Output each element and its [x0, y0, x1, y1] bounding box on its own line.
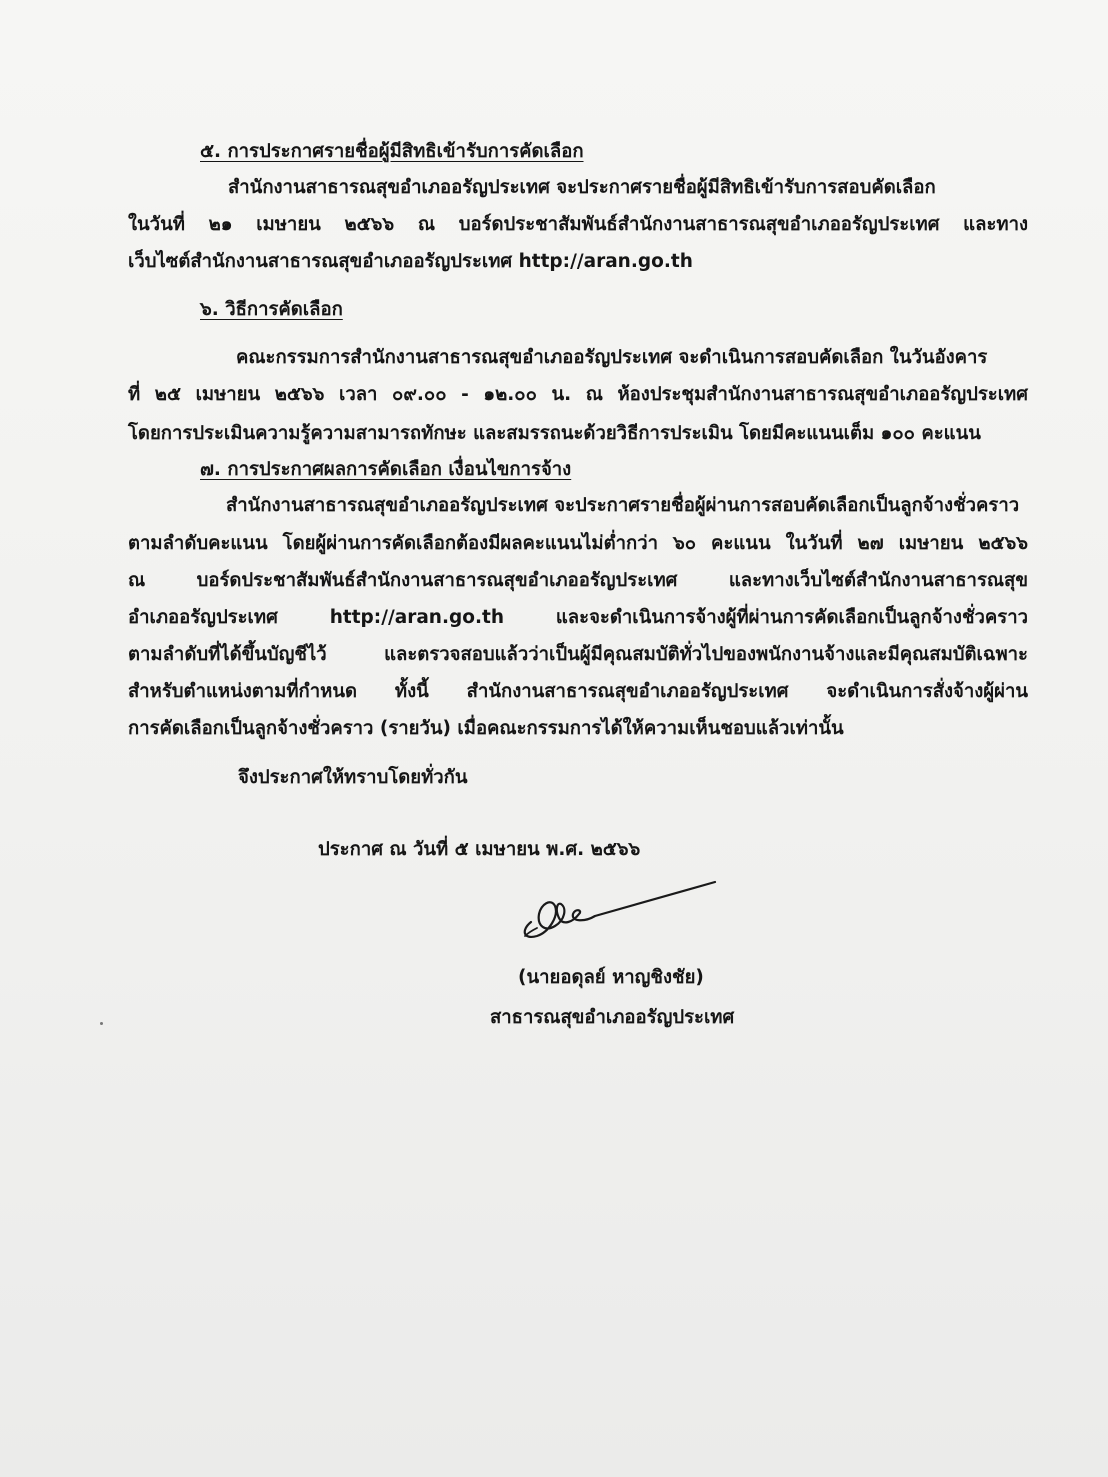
- signatory-position: สาธารณสุขอำเภออรัญประเทศ: [490, 1007, 735, 1028]
- section7-line-1: สำนักงานสาธารณสุขอำเภออรัญประเทศ จะประกาศรายชื่อผู้ผ่านการสอบคัดเลือกเป็นลูกจ้างชั่วคราว: [226, 495, 1020, 516]
- handwritten-signature: [515, 870, 730, 950]
- closing-statement: จึงประกาศให้ทราบโดยทั่วกัน: [238, 767, 468, 788]
- section7-heading: ๗. การประกาศผลการคัดเลือก เงื่อนไขการจ้าง: [200, 459, 572, 480]
- section5-heading: ๕. การประกาศรายชื่อผู้มีสิทธิเข้ารับการคัดเลือก: [200, 141, 584, 162]
- section5-line-1: สำนักงานสาธารณสุขอำเภออรัญประเทศ จะประกาศรายชื่อผู้มีสิทธิเข้ารับการสอบคัดเลือก: [228, 177, 936, 198]
- announcement-date: ประกาศ ณ วันที่ ๕ เมษายน พ.ศ. ๒๕๖๖: [318, 839, 641, 860]
- section7-line-6: สำหรับตำแหน่งตามที่กำหนด ทั้งนี้ สำนักงานสาธารณสุขอำเภออรัญประเทศ จะดำเนินการสั่งจ้างผู้ผ่าน: [128, 681, 1028, 702]
- section6-line-1: คณะกรรมการสำนักงานสาธารณสุขอำเภออรัญประเทศ จะดำเนินการสอบคัดเลือก ในวันอังคาร: [236, 347, 988, 368]
- section7-line-7: การคัดเลือกเป็นลูกจ้างชั่วคราว (รายวัน) เมื่อคณะกรรมการได้ให้ความเห็นชอบแล้วเท่านั้น: [128, 718, 844, 739]
- section6-heading: ๖. วิธีการคัดเลือก: [200, 299, 343, 320]
- section7-line-2: ตามลำดับคะแนน โดยผู้ผ่านการคัดเลือกต้องมีผลคะแนนไม่ต่ำกว่า ๖๐ คะแนน ในวันที่ ๒๗ เมษายน ๒๕๖๖: [128, 533, 1028, 554]
- paper-speck: [100, 1022, 103, 1025]
- section7-line-3: ณ บอร์ดประชาสัมพันธ์สำนักงานสาธารณสุขอำเภออรัญประเทศ และทางเว็บไซต์สำนักงานสาธารณสุข: [128, 570, 1028, 591]
- section5-line-2: ในวันที่ ๒๑ เมษายน ๒๕๖๖ ณ บอร์ดประชาสัมพันธ์สำนักงานสาธารณสุขอำเภออรัญประเทศ และทาง: [128, 214, 1028, 235]
- section6-line-3: โดยการประเมินความรู้ความสามารถทักษะ และสมรรถนะด้วยวิธีการประเมิน โดยมีคะแนนเต็ม ๑๐๐ คะแนน: [128, 423, 981, 444]
- section7-line-5: ตามลำดับที่ได้ขึ้นบัญชีไว้ และตรวจสอบแล้วว่าเป็นผู้มีคุณสมบัติทั่วไปของพนักงานจ้างและมีคุณสมบัติเฉพาะ: [128, 644, 1028, 665]
- section7-line-4: อำเภออรัญประเทศ http://aran.go.th และจะดำเนินการจ้างผู้ที่ผ่านการคัดเลือกเป็นลูกจ้างชั่วคราว: [128, 607, 1028, 628]
- section5-line-3: เว็บไซต์สำนักงานสาธารณสุขอำเภออรัญประเทศ http://aran.go.th: [128, 251, 693, 272]
- signatory-name: (นายอดุลย์ หาญชิงชัย): [518, 967, 704, 988]
- section6-line-2: ที่ ๒๕ เมษายน ๒๕๖๖ เวลา ๐๙.๐๐ - ๑๒.๐๐ น. ณ ห้องประชุมสำนักงานสาธารณสุขอำเภออรัญประเทศ: [128, 384, 1028, 405]
